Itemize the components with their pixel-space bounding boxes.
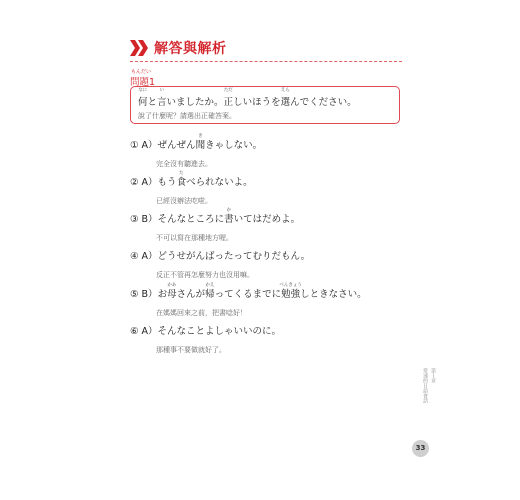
answer-sentence: ① A）ぜんぜん き 聞きゃしない。 [130, 134, 263, 151]
answer-item-4 [130, 251, 310, 280]
section-title: 解答與解析 [154, 41, 227, 57]
double-chevron-icon [130, 40, 150, 56]
answer-translation: 不可以寫在那種地方喔。 [156, 234, 233, 242]
answer-item-1 [130, 134, 263, 169]
section-header [130, 38, 402, 60]
answer-sentence: ② A）もう た 食べられないよ。 [130, 171, 253, 188]
question-translation: 說了什麼呢？請選出正確答案。 [138, 112, 236, 120]
answer-item-2 [130, 171, 253, 206]
answer-item-6 [130, 326, 281, 355]
header-divider [130, 61, 402, 62]
ruby-word: ただ 正 [223, 88, 234, 108]
chapter-title: 常速的日語會話 [422, 368, 428, 403]
question-label-ruby: もんだい [131, 69, 152, 75]
answer-item-5 [130, 283, 367, 318]
answer-item-3 [130, 208, 301, 243]
answer-translation: 在媽媽回來之前，把書唸好！ [156, 309, 247, 317]
answer-translation: 反正不管再怎麼努力也沒用嘛。 [156, 271, 254, 279]
chapter-number: 第１章 [430, 368, 436, 383]
answer-sentence: ⑥ A）そんなことよしゃいいのに。 [130, 326, 282, 337]
answer-sentence: ④ A）どうせがんばったってむりだもん。 [130, 251, 311, 262]
answer-translation: 完全沒有聽進去。 [156, 160, 212, 168]
question-label: 問題1 [130, 77, 156, 88]
question-prompt: なに 何と い 言いましたか。 ただ 正しいほうを えら 選んでください。 [138, 88, 357, 108]
chapter-side-label [422, 368, 437, 403]
answer-translation: 已經沒辦法吃啦。 [156, 197, 212, 205]
answer-sentence: ③ B）そんなところに か 書いてはだめよ。 [130, 208, 301, 225]
question-box [130, 86, 400, 124]
answer-translation: 那種事不要做就好了。 [156, 346, 226, 354]
page-number: 33 [412, 440, 429, 457]
answer-sentence: ⑤ B）お かあ 母さんが かえ 帰ってくるまでに べんきょう 勉強しときなさい。 [130, 283, 367, 300]
ruby-word: なに 何 [138, 88, 148, 108]
ruby-word: えら 選 [280, 88, 291, 108]
ruby-word: い 言 [157, 88, 167, 108]
